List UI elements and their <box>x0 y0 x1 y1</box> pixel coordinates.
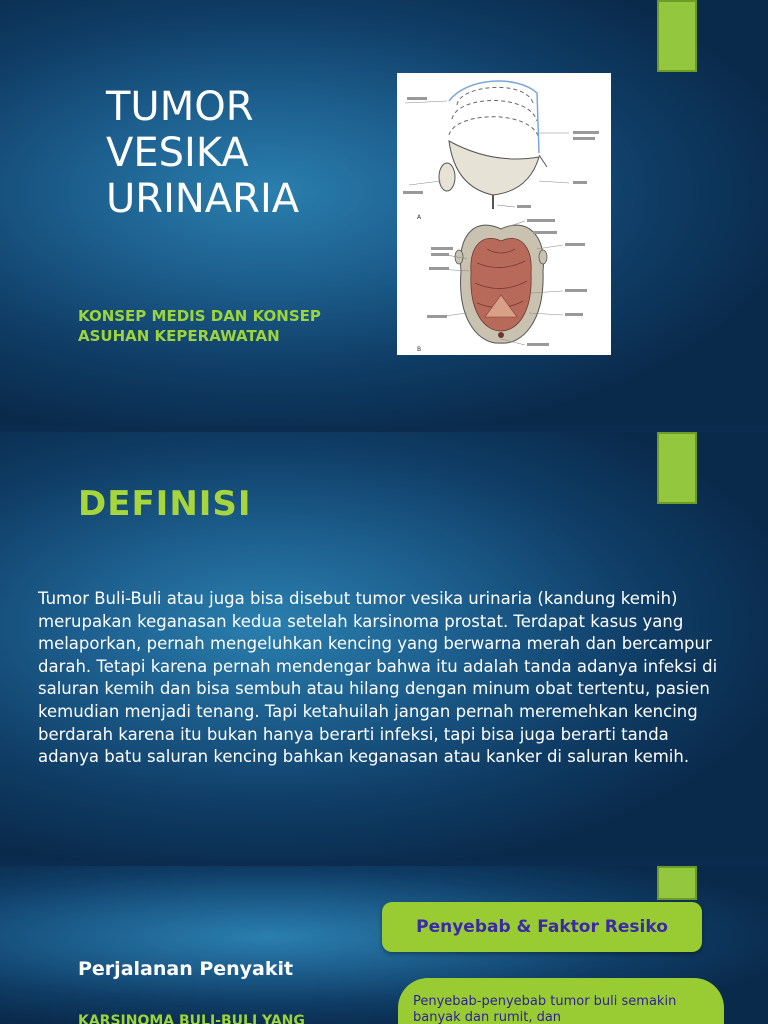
accent-bar <box>657 0 697 72</box>
accent-bar <box>657 866 697 900</box>
penyebab-button[interactable]: Penyebab & Faktor Resiko <box>382 902 702 952</box>
slide-subtitle: KONSEP MEDIS DAN KONSEP ASUHAN KEPERAWATAN <box>78 307 321 345</box>
bladder-anatomy-figure <box>397 73 611 355</box>
section-title: Perjalanan Penyakit <box>78 958 294 980</box>
section-subtitle: KARSINOMA BULI-BULI YANG <box>78 1013 305 1024</box>
slide-title <box>0 0 768 426</box>
slide-definisi <box>0 432 768 860</box>
slide-title-text: TUMOR VESIKA URINARIA <box>106 84 300 222</box>
figure-label-b: B <box>417 346 422 353</box>
callout-text: Penyebab-penyebab tumor buli semakin banyak dan rumit, dan <box>413 994 677 1024</box>
accent-bar <box>657 432 697 504</box>
slide-perjalanan <box>0 866 768 1024</box>
bladder-diagram-svg <box>397 73 611 355</box>
figure-label-a: A <box>417 214 422 221</box>
callout-bubble <box>398 978 724 1024</box>
definition-paragraph: Tumor Buli-Buli atau juga bisa disebut tumor vesika urinaria (kandung kemih) merupakan keganasan kedua setelah karsinoma prostat. Terdapat kasus yang melaporkan, pernah mengeluhkan kencing yang berwarna merah dan bercampur darah. Tetapi karena pernah mendengar bahwa itu adalah tanda adanya infeksi di saluran kemih dan bisa sembuh atau hilang dengan minum obat tertentu, pasien kemudian menjadi tenang. Tapi ketahuilah jangan pernah meremehkan kencing berdarah karena itu bukan hanya berarti infeksi, tapi bisa juga berarti tanda adanya batu saluran kencing bahkan keganasan atau kanker di saluran kemih. <box>38 589 718 767</box>
section-title: DEFINISI <box>78 484 252 524</box>
